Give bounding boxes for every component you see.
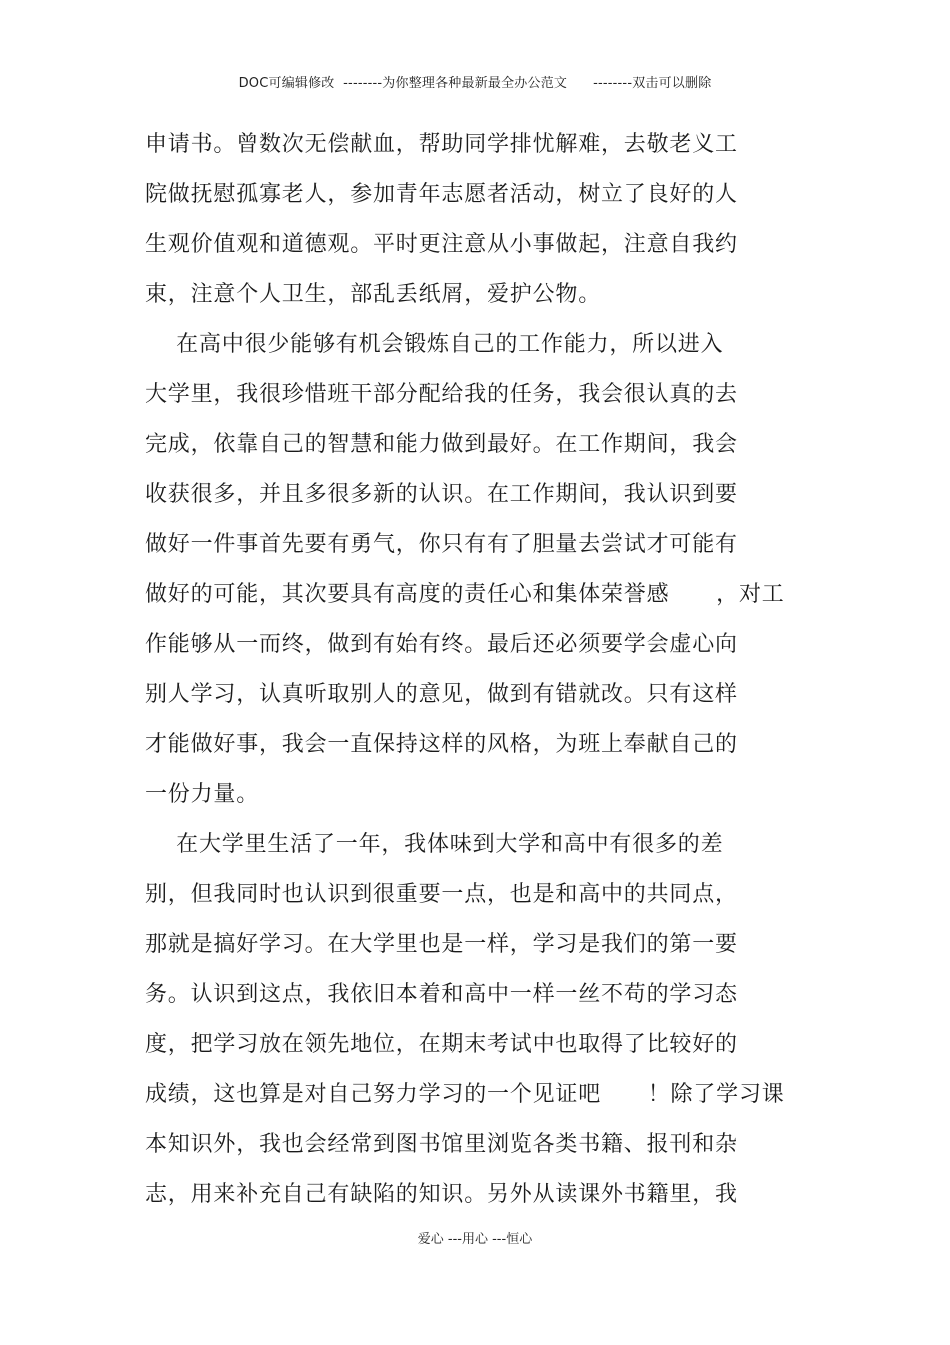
text-line: 申请书。曾数次无偿献血，帮助同学排忧解难，去敬老义工: [145, 132, 738, 157]
text-line: 完成，依靠自己的智慧和能力做到最好。在工作期间，我会: [145, 432, 738, 457]
text-line: 本知识外，我也会经常到图书馆里浏览各类书籍、报刊和杂: [145, 1132, 738, 1157]
text-line: 务。认识到这点，我依旧本着和高中一样一丝不苟的学习态: [145, 982, 738, 1007]
text-line: 在大学里生活了一年，我体味到大学和高中有很多的差: [145, 832, 724, 857]
text-line: 一份力量。: [145, 782, 260, 807]
text-line: 生观价值观和道德观。平时更注意从小事做起，注意自我约: [145, 232, 738, 257]
text-line: 志，用来补充自己有缺陷的知识。另外从读课外书籍里，我: [145, 1182, 738, 1207]
text-line: 大学里，我很珍惜班干部分配给我的任务，我会很认真的去: [145, 382, 738, 407]
page-header: DOC可编辑修改 --------为你整理各种最新最全办公范文 --------双击可以删除: [238, 76, 712, 91]
text-line: 作能够从一而终，做到有始有终。最后还必须要学会虚心向: [145, 632, 738, 657]
text-line: 做好的可能，其次要具有高度的责任心和集体荣誉感 ，对工: [145, 582, 785, 607]
text-line: 才能做好事，我会一直保持这样的风格，为班上奉献自己的: [145, 732, 738, 757]
page-footer: 爱心 ---用心 ---恒心: [417, 1232, 533, 1247]
text-line: 院做抚慰孤寡老人，参加青年志愿者活动，树立了良好的人: [145, 182, 738, 207]
body-text: [145, 120, 825, 1220]
text-line: 别，但我同时也认识到很重要一点，也是和高中的共同点，: [145, 882, 738, 907]
text-line: 成绩，这也算是对自己努力学习的一个见证吧 ！除了学习课: [145, 1082, 785, 1107]
text-line: 做好一件事首先要有勇气，你只有有了胆量去尝试才可能有: [145, 532, 738, 557]
text-line: 别人学习，认真听取别人的意见，做到有错就改。只有这样: [145, 682, 738, 707]
text-line: 收获很多，并且多很多新的认识。在工作期间，我认识到要: [145, 482, 738, 507]
text-line: 那就是搞好学习。在大学里也是一样，学习是我们的第一要: [145, 932, 738, 957]
text-line: 度，把学习放在领先地位，在期末考试中也取得了比较好的: [145, 1032, 738, 1057]
text-line: 在高中很少能够有机会锻炼自己的工作能力，所以进入: [145, 332, 724, 357]
text-line: 束，注意个人卫生，部乱丢纸屑，爱护公物。: [145, 282, 602, 307]
